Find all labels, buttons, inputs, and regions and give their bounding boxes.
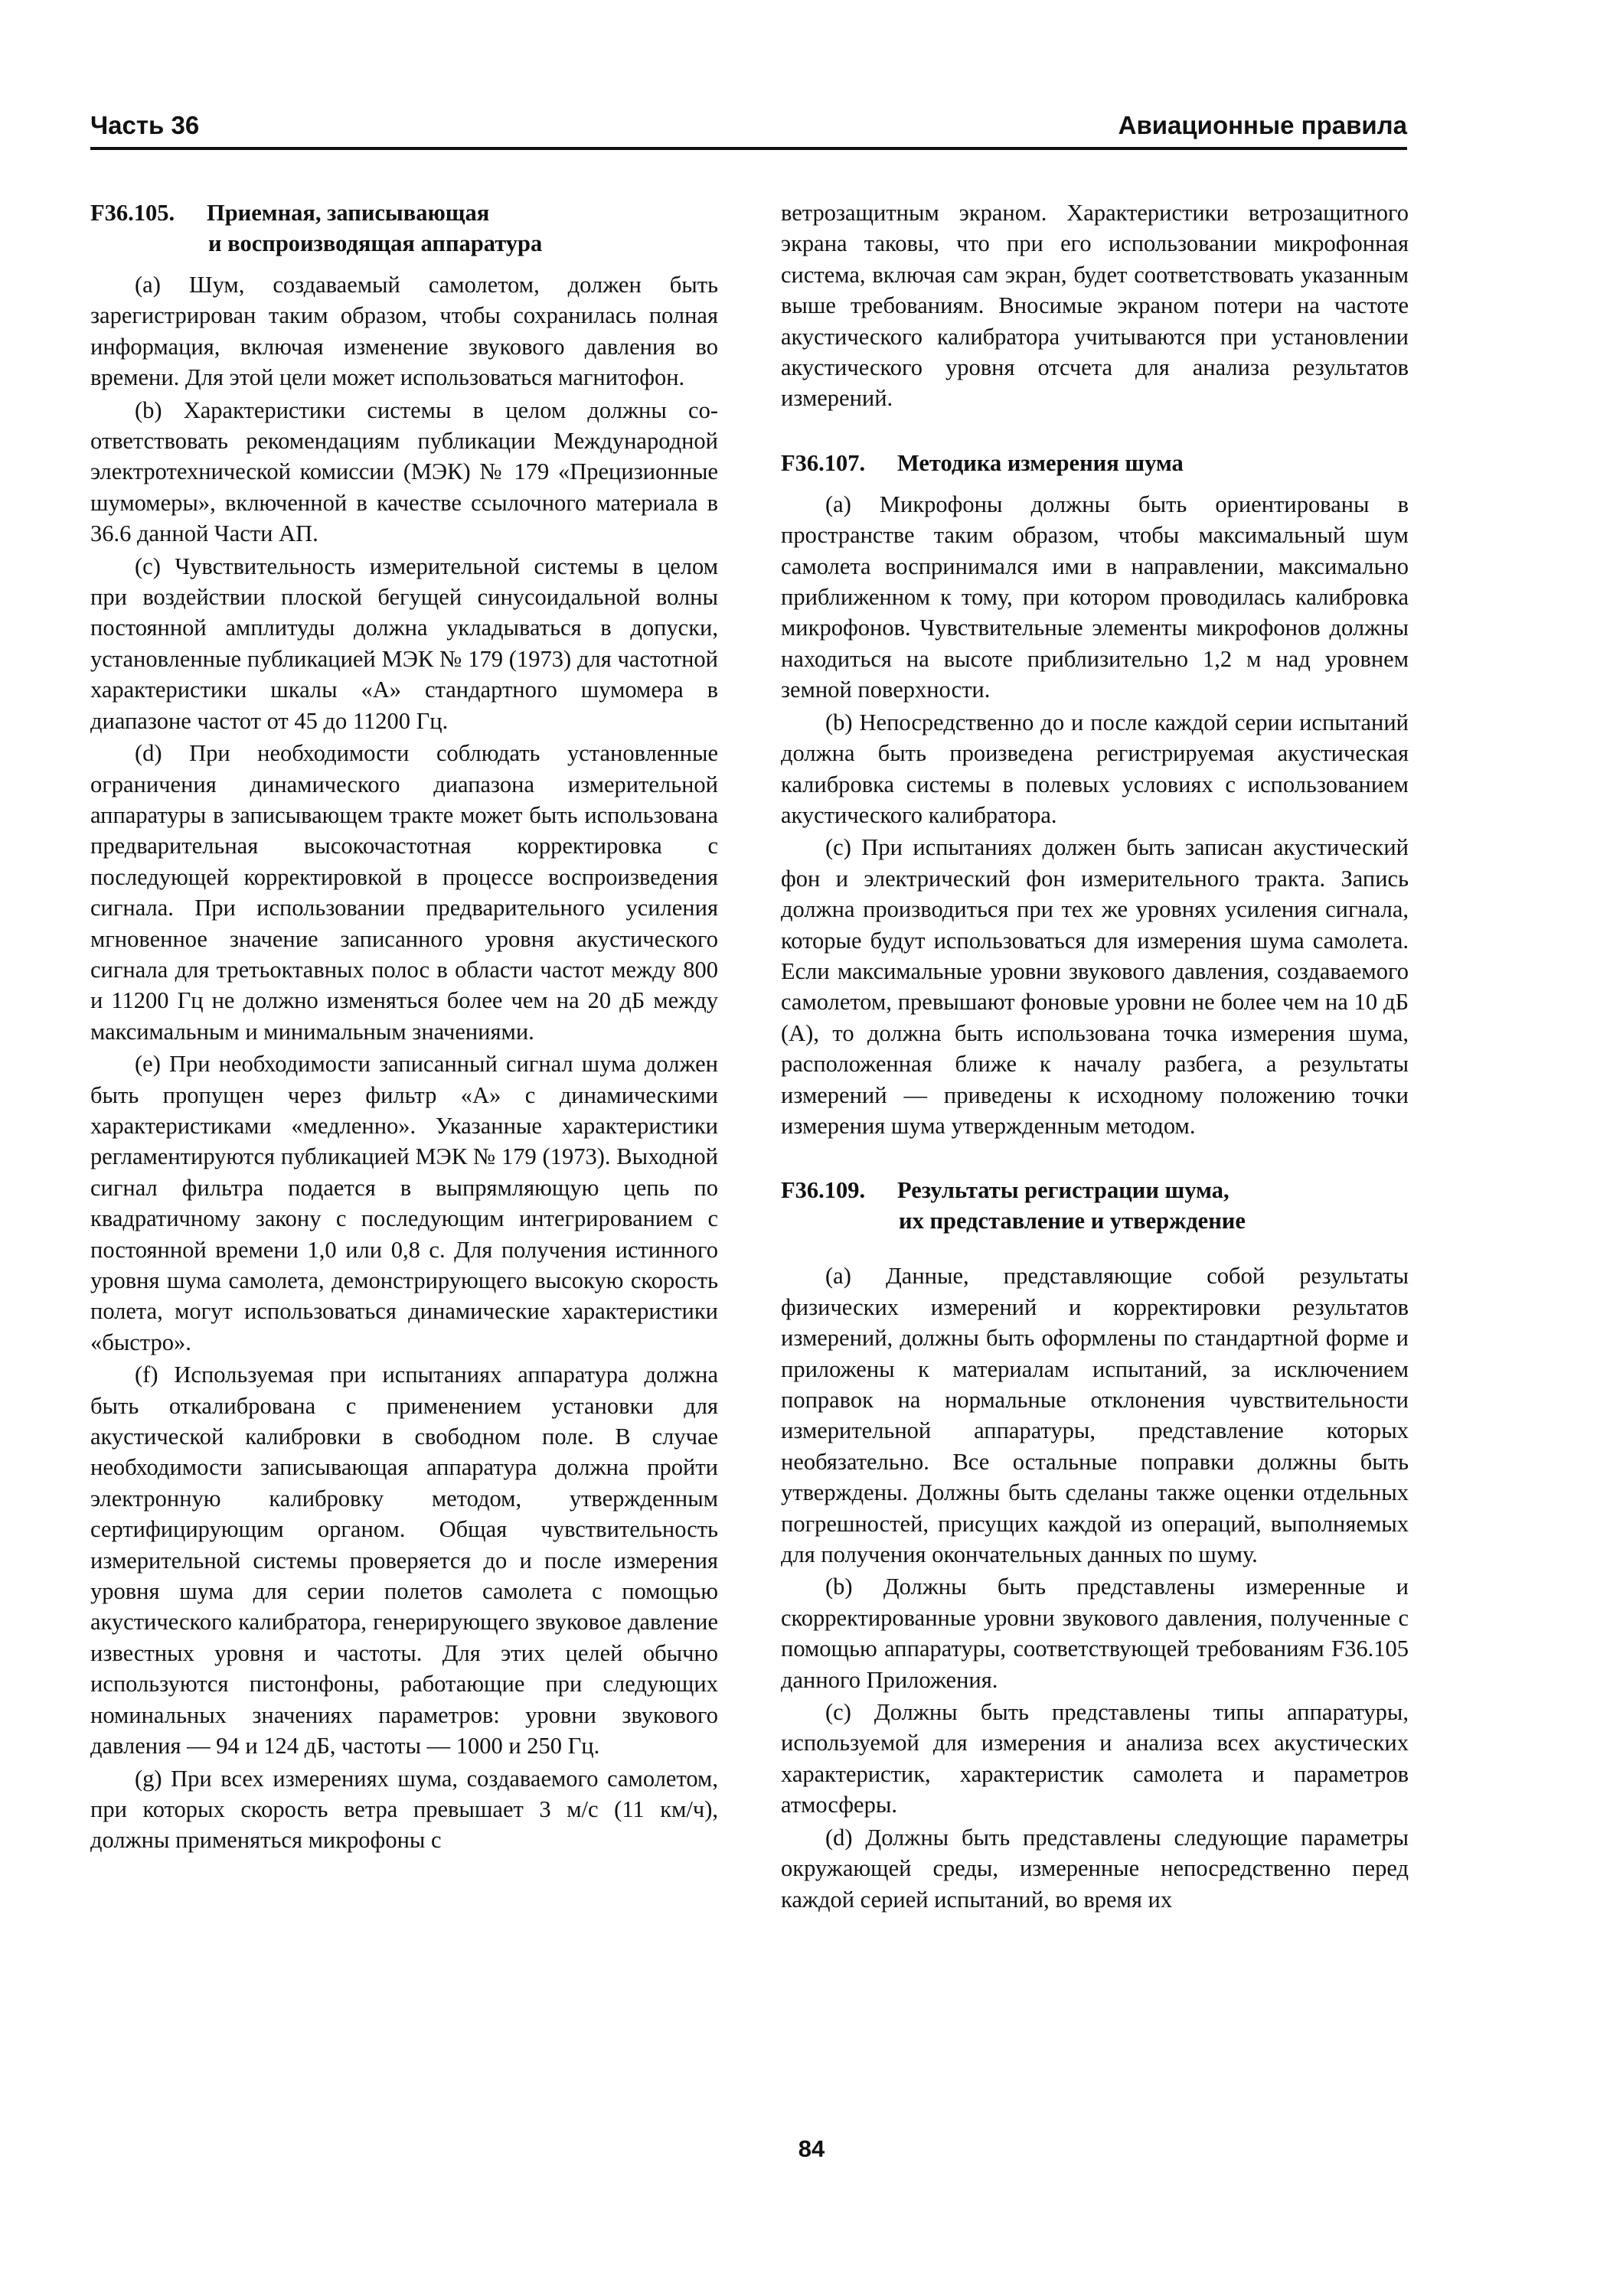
running-header (90, 107, 1407, 150)
paragraph-107-c: (с) При испытаниях должен быть записан акустический фон и электрический фон измерительного тракта. Запись должна производиться при тех же уровнях усиления сигнала, которые будут использоваться для измерения шума самолета. Если максимальные уровни звукового давления, создаваемого самолетом, превышают фоновые уровни не более чем на 10 дБ (А), то должна быть использована точка измерения шума, расположенная ближе к началу разбега, а результаты измерений — приведены к исходному положению точки измерения шума утвержденным методом. (781, 834, 1409, 1139)
paragraph-105-c: (с) Чувствительность измерительной системы в целом при воздействии плоской бегущей синусоидальной волны постоянной амплитуды должна укладываться в допуски, установленные публикацией МЭК № 179 (1973) для частотной характеристики шкалы «А» стандартного шумомера в диапазоне частот от 45 до 11200 Гц. (90, 553, 718, 734)
paragraph-105-e: (е) При необходимости записанный сигнал шума должен быть пропущен через фильтр «А» с динамическими характеристиками «медленно». Указанные характеристики регламентируются публикацией МЭК № 179 (1973). Выходной сигнал фильтра подается в выпрямляющую цепь по квадратичному закону с последующим интегрированием с постоянной времени 1,0 или 0,8 с. Для получения истинного уровня шума самолета, демонстрирующего высокую скорость полета, могут использоваться динамические характеристики «быстро». (90, 1051, 718, 1355)
paragraph-109-c: (с) Должны быть представлены типы аппаратуры, используемой для измерения и анализа всех акустических характеристик, характеристик самолета и параметров атмосферы. (781, 1699, 1409, 1818)
paragraph-109-a: (а) Данные, представляющие собой результаты физических измерений и корректировки результатов измерений, должны быть оформлены по стандартной форме и приложены к материалам испытаний, за исключением поправок на нормальные отклонения чувствительности измерительной аппаратуры, представление которых необязательно. Все остальные поправки должны быть утверждены. Должны быть сделаны также оценки отдельных погрешностей, присущих каждой из операций, выполняемых для получения окончательных данных по шуму. (781, 1263, 1409, 1568)
left-column (90, 197, 718, 1857)
section-title-line1: Приемная, записывающая (207, 200, 490, 226)
paragraph-109-d: (d) Должны быть представлены следующие параметры окружающей среды, измеренные непосредственно перед каждой серией испытаний, во время их (781, 1824, 1409, 1913)
section-title-line1: Методика измерения шума (897, 449, 1184, 476)
section-title-f36-109 (781, 1175, 1409, 1236)
section-title-f36-107 (781, 448, 1409, 478)
section-title-line2: и воспроизводящая аппаратура (208, 230, 543, 256)
paragraph-105-g: (g) При всех измерениях шума, создаваемого самолетом, при которых скорость ветра превышает 3 м/с (11 км/ч), должны применяться микрофоны с (90, 1765, 718, 1854)
paragraph-107-a: (а) Микрофоны должны быть ориентированы в пространстве таким образом, чтобы максимальный шум самолета воспринимался ими в направлении, максимально приближенном к тому, при котором проводилась калибровка микрофонов. Чувствительные элементы микрофонов должны находиться на высоте приблизительно 1,2 м над уровнем земной поверхности. (781, 491, 1409, 703)
section-title-line2: их представление и утверждение (899, 1208, 1246, 1234)
section-number: F36.107. (781, 449, 866, 476)
right-column (781, 197, 1409, 1916)
section-title-line1: Результаты регистрации шума, (897, 1177, 1229, 1204)
paragraph-105-d: (d) При необходимости соблюдать установленные ограничения динамического диапазона измерительной аппаратуры в записывающем тракте может быть использована предварительная высокочастотная корректировка с последующей корректировкой в процессе воспроизведения сигнала. При использовании предварительного усиления мгновенное значение записанного уровня акустического сигнала для третьоктавных полос в области частот между 800 и 11200 Гц не должно изменяться более чем на 20 дБ между максимальным и минимальным значениями. (90, 740, 718, 1045)
paragraph-105-g-continued: ветрозащитным экраном. Характеристики ветрозащитного экрана таковы, что при его использовании микрофонная система, включая сам экран, будет соответствовать указанным выше требованиям. Вносимые экраном потери на частоте акустического калибратора учитываются при установлении акустического уровня отсчета для анализа результатов измерений. (781, 200, 1409, 412)
section-number: F36.105. (90, 200, 175, 226)
paragraph-107-b: (b) Непосредственно до и после каждой серии испытаний должна быть произведена регистрируемая акустическая калибровка системы в полевых условиях с использованием акустического калибратора. (781, 709, 1409, 828)
section-title-f36-105 (90, 197, 718, 259)
header-part-label: Часть 36 (90, 111, 200, 139)
paragraph-109-b: (b) Должны быть представлены измеренные и скорректированные уровни звукового давления, полученные с помощью аппаратуры, соответствующей требованиям F36.105 данного Приложения. (781, 1574, 1409, 1693)
section-number: F36.109. (781, 1177, 866, 1204)
paragraph-105-f: (f) Используемая при испытаниях аппаратура должна быть откалибрована с применением установки для акустической калибровки в свободном поле. В случае необходимости записывающая аппаратура должна пройти электронную калибровку методом, утвержденным сертифицирующим органом. Общая чувствительность измерительной системы проверяется до и после измерения уровня шума для серии полетов самолета с помощью акустического калибратора, генерирующего звуковое давление известных уровня и частоты. Для этих целей обычно используются пистонфоны, работающие при следующих номинальных значениях параметров: уровни звукового давления — 94 и 124 дБ, частоты — 1000 и 250 Гц. (90, 1362, 718, 1760)
page-number: 84 (798, 2135, 825, 2162)
paragraph-105-a: (а) Шум, создаваемый самолетом, должен быть зарегистрирован таким образом, чтобы сохранилась полная информация, включая изменение звукового давления во времени. Для этой цели может использоваться магнитофон. (90, 272, 718, 391)
paragraph-105-b: (b) Характеристики системы в целом должны соответствовать рекомендациям публикации Международной электротехнической комиссии (МЭК) № 179 «Прецизионные шумомеры», включенной в качестве ссылочного материала в 36.6 данной Части АП. (90, 396, 718, 547)
header-document-title: Авиационные правила (1118, 111, 1407, 139)
